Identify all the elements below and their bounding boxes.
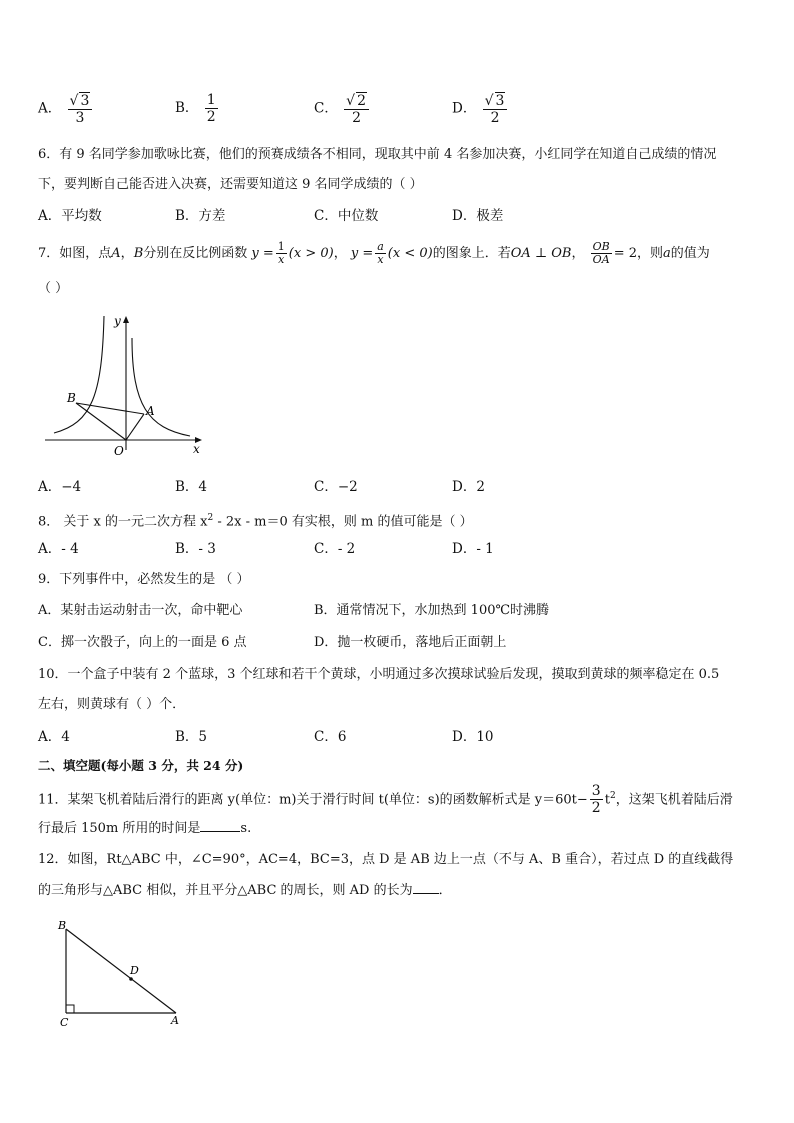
q7-option-c: C．−2: [314, 479, 358, 495]
q5-option-d: D． $\frac{√ 3}{2}$: [452, 92, 509, 126]
q11-fraction: $\frac{3}{2}$: [591, 783, 601, 817]
q8-line: 8． 关于 x 的一元二次方程 $x^2 - 2x - m=0$ 有实根，则 m 的值可能是（ ）: [38, 513, 473, 530]
q10-option-a: A．4: [38, 729, 70, 745]
q12-right-angle-mark: [66, 1005, 74, 1013]
q5-option-b-fraction: $\frac{1}{2}$: [206, 92, 216, 125]
q7-segment-ob: [76, 403, 126, 440]
section-2-heading: 二、填空题(每小题 3 分，共 24 分): [38, 758, 244, 773]
q12-point-d: [129, 977, 133, 981]
q10-option-d: D．10: [452, 729, 494, 745]
q7-ratio-fraction: $\frac{OB}{OA}$: [592, 240, 610, 266]
q9-line: 9．下列事件中，必然发生的是 （ ）: [38, 572, 250, 587]
q5-option-c: C． $\frac{√ 2}{2}$: [314, 92, 371, 126]
q7-label-a: A: [146, 404, 155, 418]
q7-segment-oa: [126, 414, 144, 440]
q10-option-b: B．5: [175, 729, 208, 745]
q7-option-d: D．2: [452, 479, 485, 495]
q9-option-d: D．抛一枚硬币，落地后正面朝上: [314, 635, 507, 650]
q6-option-c: C．中位数: [314, 208, 379, 224]
q8-option-b: B．- 3: [175, 541, 216, 557]
q5-option-a-fraction: $\frac{√ 3}{3}$: [68, 92, 93, 126]
q12-label-c: C: [60, 1016, 69, 1029]
q12-figure: [50, 915, 200, 1030]
q5-option-d-fraction: $\frac{√ 3}{2}$: [483, 92, 508, 126]
q7-label-o: O: [114, 444, 124, 458]
q5-option-b: B． $\frac{1}{2}$: [175, 92, 216, 125]
q6-option-a: A．平均数: [38, 208, 102, 224]
q12-answer-blank: [413, 893, 439, 894]
q10-line-1: 10．一个盒子中装有 2 个蓝球，3 个红球和若干个黄球，小明通过多次摸球试验后发现，摸取到黄球的频率稳定在 0.5: [38, 667, 720, 682]
q6-option-d: D．极差: [452, 208, 504, 224]
q7-curve-left: [54, 316, 104, 433]
q6-line-1: 6．有 9 名同学参加歌咏比赛，他们的预赛成绩各不相同，现取其中前 4 名参加决赛，小红同学在知道自己成绩的情况: [38, 147, 717, 162]
q10-option-c: C．6: [314, 729, 347, 745]
q11-line-2: 行最后 150m 所用的时间是 s.: [38, 821, 252, 836]
q12-line-1: 12．如图，Rt△ABC 中，∠C=90°，AC=4，BC=3，点 D 是 AB 边上一点（不与 A、B 重合），若过点 D 的直线截得: [38, 852, 734, 867]
q5-option-c-fraction: $\frac{√ 2}{2}$: [344, 92, 369, 126]
q7-fraction-2: $\frac{a}{x}$: [377, 240, 384, 266]
q7-curve-right: [132, 338, 190, 436]
q8-option-d: D．- 1: [452, 541, 494, 557]
q7-option-a: A．−4: [38, 479, 82, 495]
q12-side-ab: [66, 929, 176, 1013]
q9-option-b: B．通常情况下，水加热到 100℃时沸腾: [314, 603, 550, 618]
q7-fraction-1: $\frac{1}{x}$: [277, 240, 285, 266]
q7-label-x: x: [193, 442, 200, 456]
q7-line-1: 7．如图，点A，B分别在反比例函数 y = $\frac{1}{x}$ (x > 0)， y = $\frac{a}{x}$ (x < 0)的图象上．若OA ⊥ OB， $\frac{OB}{OA}$ = 2，则a的值为: [38, 240, 710, 266]
q11-line-1: 11．某架飞机着陆后滑行的距离 y(单位：m)关于滑行时间 t(单位：s)的函数解析式是 y＝60t− $\frac{3}{2}$ $t^2$，这架飞机着陆后滑: [38, 783, 733, 817]
q8-option-c: C．- 2: [314, 541, 356, 557]
q9-option-a: A．某射击运动射击一次，命中靶心: [38, 603, 243, 618]
q6-line-2: 下，要判断自己能否进入决赛，还需要知道这 9 名同学成绩的（ ）: [38, 177, 423, 192]
q12-label-d: D: [130, 964, 139, 977]
q7-option-b: B．4: [175, 479, 208, 495]
q11-answer-blank: [200, 831, 240, 832]
q7-line-2: （ ）: [38, 281, 69, 296]
q12-label-a: A: [171, 1014, 179, 1027]
q12-line-2: 的三角形与△ABC 相似，并且平分△ABC 的周长，则 AD 的长为 ．: [38, 883, 452, 898]
q8-option-a: A．- 4: [38, 541, 79, 557]
q7-label-b: B: [67, 391, 76, 405]
q7-y-arrow: [123, 316, 129, 323]
q6-option-b: B．方差: [175, 208, 226, 224]
q9-option-c: C．掷一次骰子，向上的一面是 6 点: [38, 635, 247, 650]
q5-option-a: A． $\frac{√ 3}{3}$: [38, 92, 94, 126]
q7-label-y: y: [114, 314, 121, 328]
q7-figure: [40, 310, 210, 460]
q12-label-b: B: [58, 919, 67, 932]
q10-line-2: 左右，则黄球有（ ）个．: [38, 697, 186, 712]
